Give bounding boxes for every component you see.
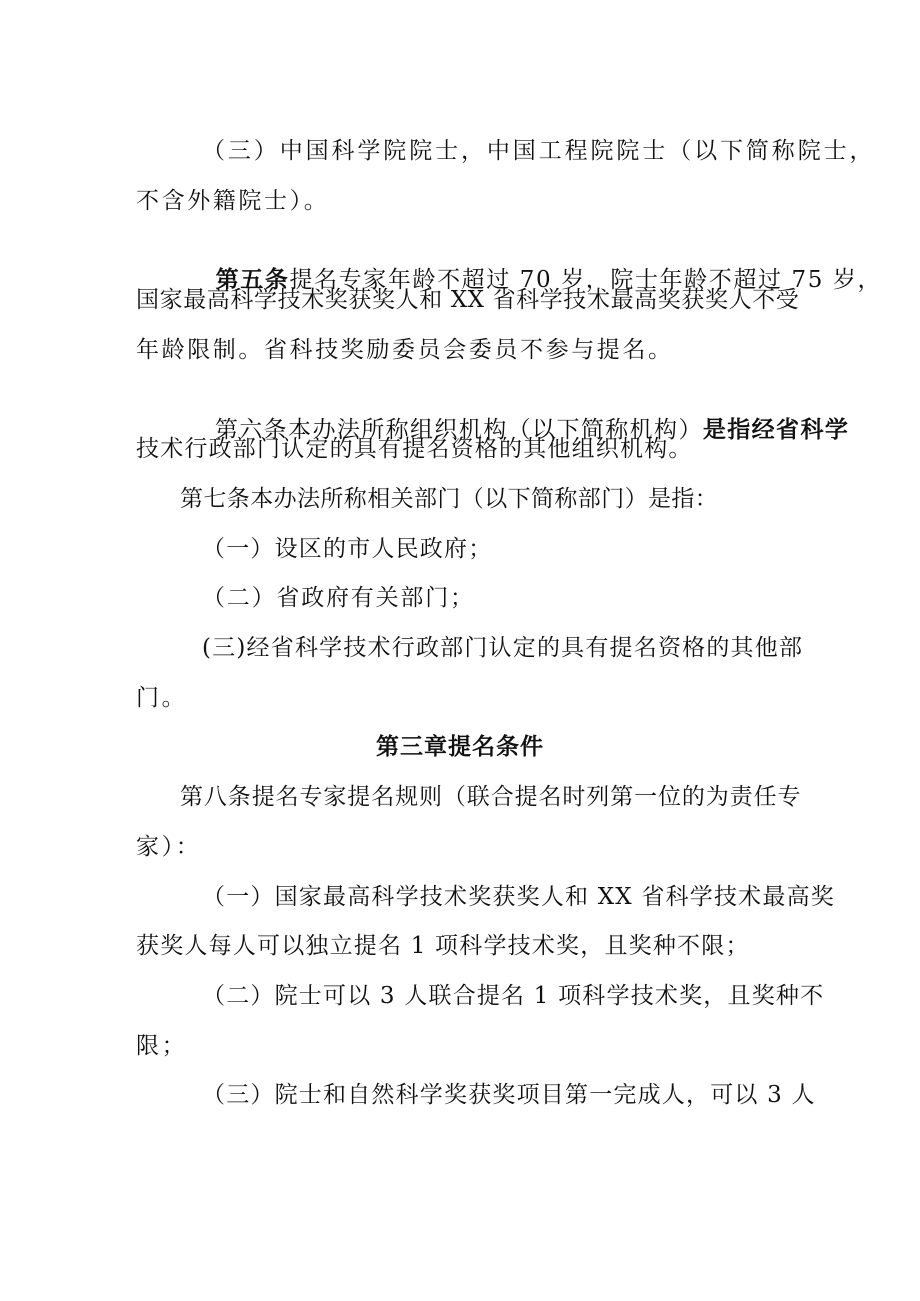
article-8-line: 第八条提名专家提名规则（联合提名时列第一位的为责任专 (180, 784, 802, 810)
chapter-heading: 第三章提名条件 (376, 733, 544, 760)
paragraph-line: （三）中国科学院院士，中国工程院院士（以下简称院士， (202, 138, 876, 164)
article-text-emphasis: 是指经省科学 (702, 416, 850, 443)
paragraph-line: 限； (136, 1033, 188, 1059)
article-7-line: 第七条本办法所称相关部门（以下简称部门）是指： (180, 486, 719, 512)
article-text: 提名专家年龄不超过 70 岁，院士年龄不超过 75 岁， (289, 267, 883, 293)
list-item: （三）院士和自然科学奖获奖项目第一完成人，可以 3 人 (202, 1082, 816, 1108)
list-item: （二）院士可以 3 人联合提名 1 项科学技术奖，且奖种不 (202, 983, 825, 1009)
paragraph-line: 不含外籍院士）。 (136, 188, 330, 214)
paragraph-line: 技术行政部门认定的具有提名资格的其他组织机构。 (136, 436, 693, 462)
list-item: （二）省政府有关部门； (202, 585, 475, 611)
list-item: （一）设区的市人民政府； (202, 536, 493, 562)
article-text: 第六条本办法所称组织机构（以下简称机构） (214, 417, 703, 443)
article-number: 第五条 (215, 266, 290, 293)
list-item: （一）国家最高科学技术奖获奖人和 XX 省科学技术最高奖 (202, 884, 835, 910)
paragraph-line: 获奖人每人可以独立提名 1 项科学技术奖，且奖种不限； (136, 933, 750, 959)
paragraph-line: 国家最高科学技术奖获奖人和 XX 省科学技术最高奖获奖人不受 (136, 287, 800, 313)
paragraph-line: 家）： (136, 834, 202, 860)
paragraph-line: 门。 (136, 685, 188, 711)
list-item: (三)经省科学技术行政部门认定的具有提名资格的其他部 (202, 635, 804, 661)
paragraph-line: 年龄限制。省科技奖励委员会委员不参与提名。 (136, 337, 674, 363)
